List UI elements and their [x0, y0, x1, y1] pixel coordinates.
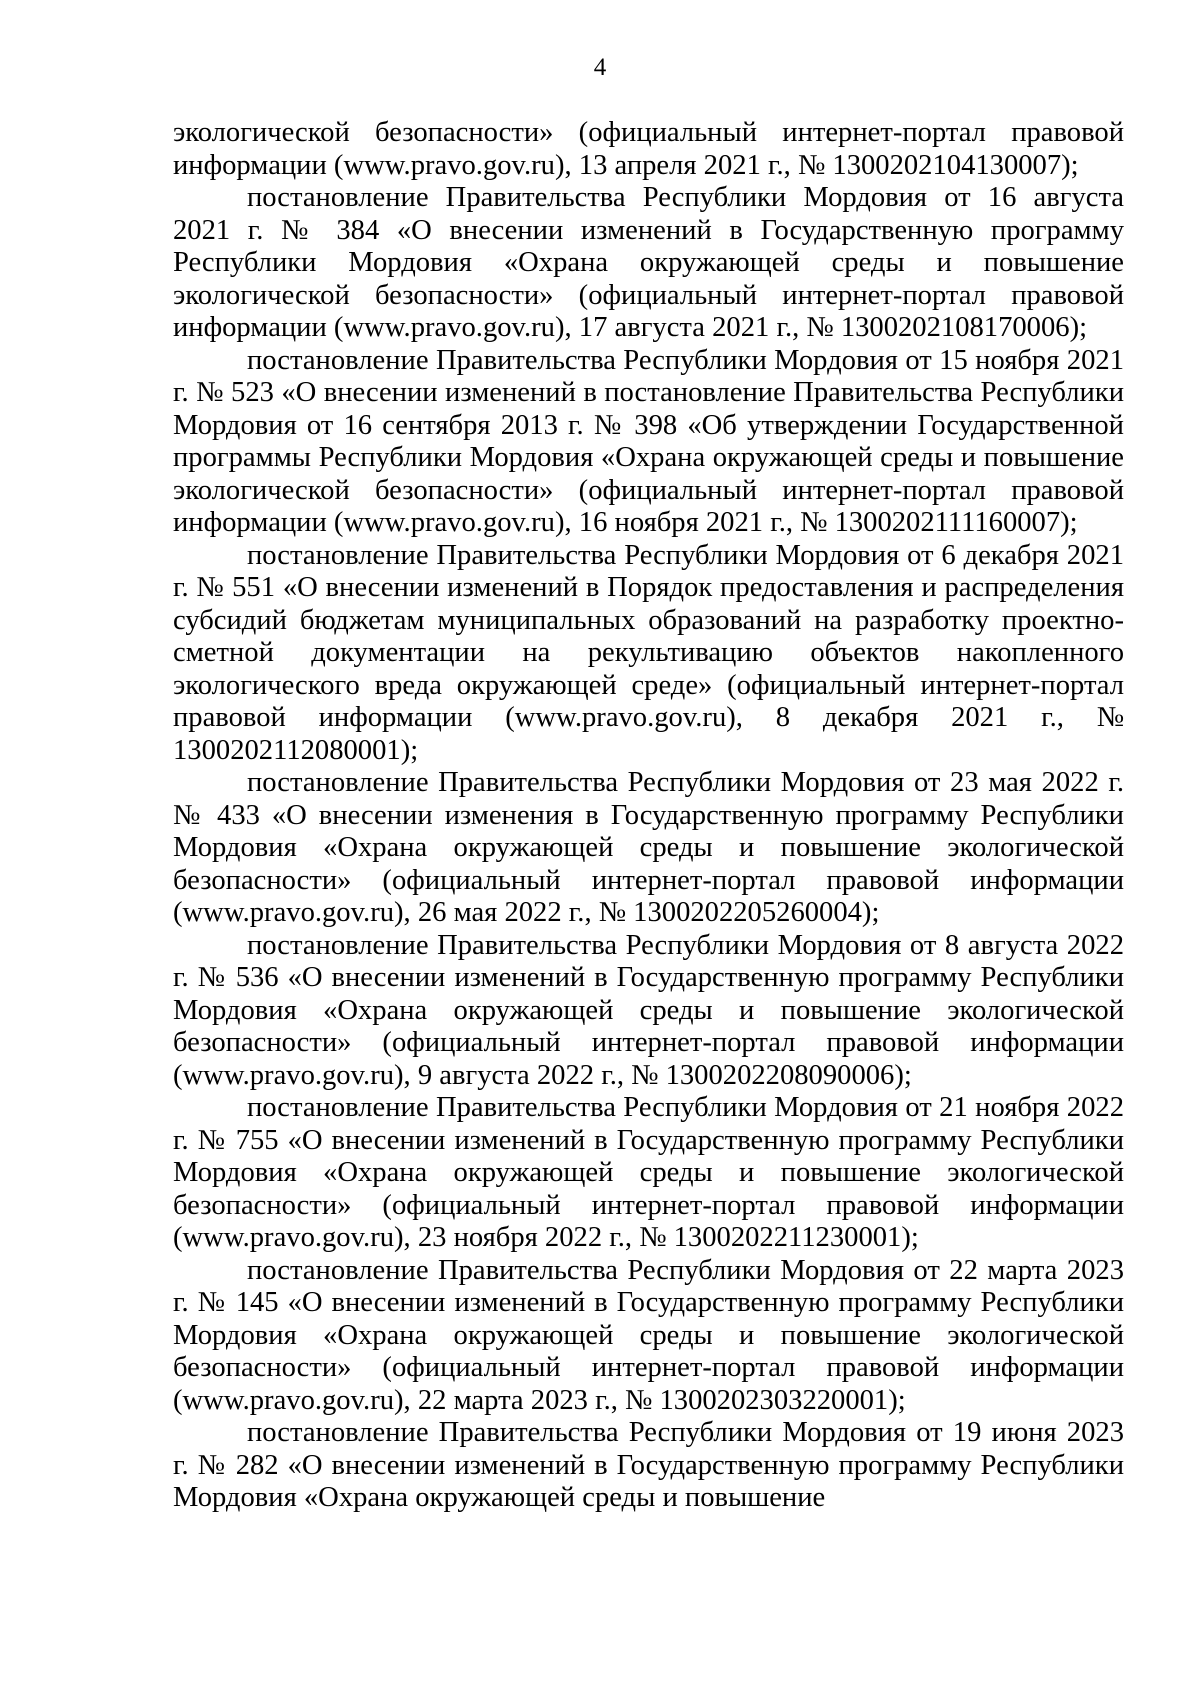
- paragraph-resolution-551: постановление Правительства Республики Мордовия от 6 декабря 2021 г. № 551 «О внесении изменений в Порядок предоставления и распределения субсидий бюджетам муниципальных образований на разработку проектно-сметной документации на рекультивацию объектов накопленного экологического вреда окружающей среде» (официальный интернет-портал правовой информации (www.pravo.gov.ru), 8 декабря 2021 г., № 1300202112080001);: [173, 539, 1124, 766]
- paragraph-resolution-282: постановление Правительства Республики Мордовия от 19 июня 2023 г. № 282 «О внесении изменений в Государственную программу Республики Мордовия «Охрана окружающей среды и повышение: [173, 1417, 1124, 1513]
- paragraph-resolution-755: постановление Правительства Республики Мордовия от 21 ноября 2022 г. № 755 «О внесении изменений в Государственную программу Республики Мордовия «Охрана окружающей среды и повышение экологической безопасности» (официальный интернет-портал правовой информации (www.pravo.gov.ru), 23 ноября 2022 г., № 1300202211230001);: [173, 1092, 1124, 1253]
- paragraph-resolution-433: постановление Правительства Республики Мордовия от 23 мая 2022 г. № 433 «О внесении изменения в Государственную программу Республики Мордовия «Охрана окружающей среды и повышение экологической безопасности» (официальный интернет-портал правовой информации (www.pravo.gov.ru), 26 мая 2022 г., № 1300202205260004);: [173, 767, 1124, 928]
- paragraph-continuation: экологической безопасности» (официальный интернет-портал правовой информации (www.pravo.gov.ru), 13 апреля 2021 г., № 1300202104130007);: [173, 117, 1124, 181]
- paragraph-resolution-145: постановление Правительства Республики Мордовия от 22 марта 2023 г. № 145 «О внесении изменений в Государственную программу Республики Мордовия «Охрана окружающей среды и повышение экологической безопасности» (официальный интернет-портал правовой информации (www.pravo.gov.ru), 22 марта 2023 г., № 1300202303220001);: [173, 1254, 1124, 1416]
- document-body: [173, 117, 1124, 1515]
- paragraph-resolution-536: постановление Правительства Республики Мордовия от 8 августа 2022 г. № 536 «О внесении изменений в Государственную программу Республики Мордовия «Охрана окружающей среды и повышение экологической безопасности» (официальный интернет-портал правовой информации (www.pravo.gov.ru), 9 августа 2022 г., № 1300202208090006);: [173, 929, 1124, 1091]
- paragraph-resolution-384: постановление Правительства Республики Мордовия от 16 августа 2021 г. № 384 «О внесении изменений в Государственную программу Республики Мордовия «Охрана окружающей среды и повышение экологической безопасности» (официальный интернет-портал правовой информации (www.pravo.gov.ru), 17 августа 2021 г., № 1300202108170006);: [173, 182, 1124, 343]
- paragraph-resolution-523: постановление Правительства Республики Мордовия от 15 ноября 2021 г. № 523 «О внесении изменений в постановление Правительства Республики Мордовия от 16 сентября 2013 г. № 398 «Об утверждении Государственной программы Республики Мордовия «Охрана окружающей среды и повышение экологической безопасности» (официальный интернет-портал правовой информации (www.pravo.gov.ru), 16 ноября 2021 г., № 1300202111160007);: [173, 344, 1124, 538]
- page-number: 4: [593, 54, 607, 81]
